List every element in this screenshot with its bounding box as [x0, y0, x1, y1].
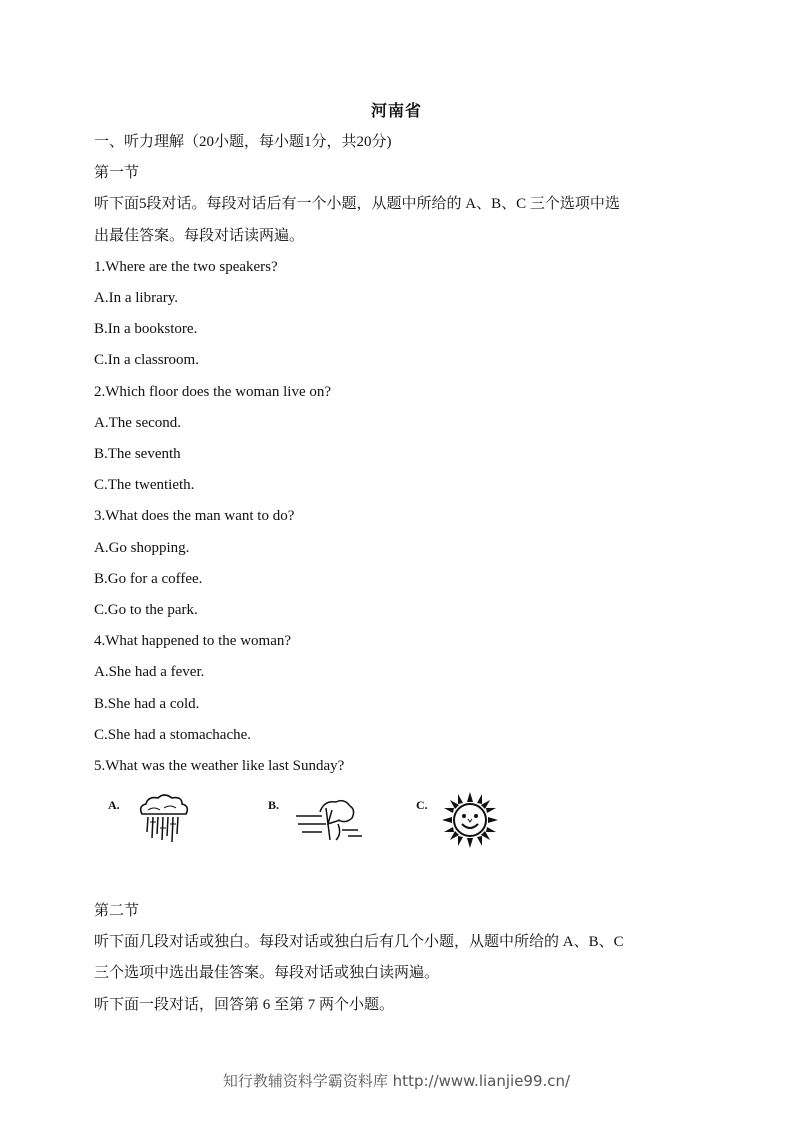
footer-watermark: 知行教辅资料学霸资料库 http://www.lianjie99.cn/: [222, 1072, 571, 1090]
page-title: 河南省: [370, 103, 422, 120]
question-stem: 1.Where are the two speakers?: [94, 259, 278, 275]
picture-options: [94, 790, 514, 850]
option-item: A.In a library.: [94, 290, 178, 306]
picture-option-c: [416, 790, 516, 850]
question-stem: 2.Which floor does the woman live on?: [94, 384, 332, 400]
question-stem: 5.What was the weather like last Sunday?: [94, 758, 345, 774]
part2-instructions-line2: 三个选项中选出最佳答案。每段对话或独白读两遍。: [94, 965, 440, 981]
option-item: C.In a classroom.: [94, 352, 199, 368]
section-heading: 一、听力理解（20小题，每小题1分，共20分): [94, 134, 392, 150]
part2-instructions-line1: 听下面几段对话或独白。每段对话或独白后有几个小题，从题中所给的 A、B、C: [94, 934, 624, 950]
sun-icon: [440, 790, 500, 850]
picture-option-label: C.: [416, 798, 428, 812]
picture-option-label: B.: [268, 798, 280, 812]
option-item: C.The twentieth.: [94, 477, 195, 493]
option-item: A.She had a fever.: [94, 664, 205, 680]
wind-icon: [292, 790, 372, 846]
part2-label: 第二节: [94, 903, 140, 919]
part1-instructions-line2: 出最佳答案。每段对话读两遍。: [94, 228, 305, 244]
picture-option-label: A.: [108, 798, 120, 812]
rain-cloud-icon: [132, 790, 196, 846]
option-item: A.Go shopping.: [94, 540, 190, 556]
question-stem: 3.What does the man want to do?: [94, 508, 295, 524]
option-item: B.In a bookstore.: [94, 321, 198, 337]
picture-option-b: [268, 790, 378, 850]
option-item: B.She had a cold.: [94, 696, 200, 712]
part1-instructions-line1: 听下面5段对话。每段对话后有一个小题，从题中所给的 A、B、C 三个选项中选: [94, 196, 620, 212]
part1-label: 第一节: [94, 165, 140, 181]
question-stem: 4.What happened to the woman?: [94, 633, 292, 649]
option-item: C.Go to the park.: [94, 602, 198, 618]
picture-option-a: [108, 790, 208, 850]
option-item: C.She had a stomachache.: [94, 727, 252, 743]
part2-sub-instruction: 听下面一段对话，回答第 6 至第 7 两个小题。: [94, 997, 395, 1013]
option-item: B.The seventh: [94, 446, 181, 462]
option-item: B.Go for a coffee.: [94, 571, 203, 587]
option-item: A.The second.: [94, 415, 182, 431]
